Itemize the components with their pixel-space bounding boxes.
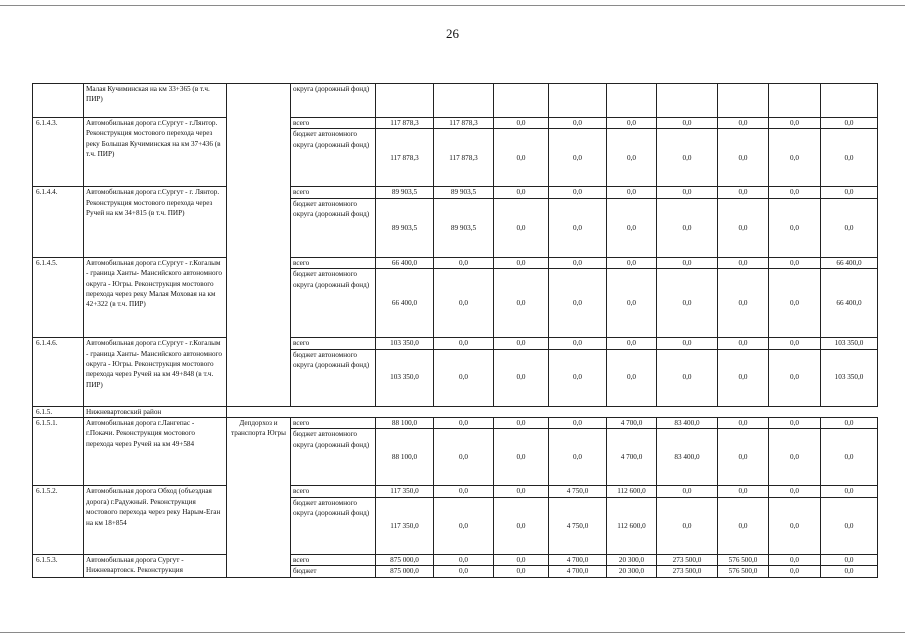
value-cell: 0,0: [549, 418, 607, 429]
value-cell: 117 350,0: [376, 486, 434, 497]
section-row: [33, 406, 878, 417]
table-row: [33, 554, 878, 565]
value-cell: 0,0: [769, 554, 821, 565]
value-cell: 875 000,0: [376, 554, 434, 565]
value-cell: 0,0: [607, 338, 657, 349]
scan-edge-top: [0, 5, 905, 6]
value-cell: 0,0: [657, 198, 718, 257]
value-cell: 0,0: [821, 497, 878, 554]
table-row: [33, 84, 878, 118]
item-code: 6.1.4.3.: [33, 118, 84, 187]
funding-source: округа (дорожный фонд): [291, 84, 376, 118]
value-cell: 0,0: [494, 187, 549, 198]
item-code: 6.1.4.4.: [33, 187, 84, 257]
value-cell: 88 100,0: [376, 418, 434, 429]
value-cell: 0,0: [718, 257, 769, 268]
funding-source: бюджет автономного округа (дорожный фонд): [291, 269, 376, 338]
value-cell: 0,0: [607, 269, 657, 338]
value-cell: 0,0: [769, 187, 821, 198]
value-cell: 0,0: [821, 554, 878, 565]
value-cell: 103 350,0: [821, 349, 878, 406]
value-cell: 117 350,0: [376, 497, 434, 554]
value-cell: [821, 84, 878, 118]
value-cell: 0,0: [769, 349, 821, 406]
value-cell: 0,0: [607, 198, 657, 257]
item-name: Автомобильная дорога г.Сургут - г.Лянтор. Реконструкция мостового перехода через реку Большая Кучиминская на км 37+436 (в т.ч. ПИР): [84, 118, 227, 187]
value-cell: 0,0: [769, 118, 821, 129]
value-cell: 0,0: [434, 418, 494, 429]
value-cell: 0,0: [434, 257, 494, 268]
table-row: [33, 338, 878, 349]
table-row: [33, 187, 878, 198]
value-cell: 0,0: [821, 429, 878, 486]
value-cell: 89 903,5: [376, 198, 434, 257]
page-number: 26: [446, 26, 459, 41]
value-cell: [434, 84, 494, 118]
value-cell: 0,0: [607, 349, 657, 406]
value-cell: 0,0: [494, 257, 549, 268]
item-code: 6.1.4.6.: [33, 338, 84, 406]
funding-source: всего: [291, 554, 376, 565]
value-cell: 0,0: [607, 129, 657, 187]
value-cell: 0,0: [769, 497, 821, 554]
value-cell: 89 903,5: [434, 187, 494, 198]
value-cell: 66 400,0: [821, 269, 878, 338]
value-cell: 0,0: [657, 349, 718, 406]
value-cell: 0,0: [434, 269, 494, 338]
value-cell: 117 878,3: [376, 129, 434, 187]
item-name: Малая Кучиминская на км 33+365 (в т.ч. ПИР): [84, 84, 227, 118]
value-cell: 4 700,0: [607, 418, 657, 429]
value-cell: 0,0: [657, 338, 718, 349]
value-cell: 0,0: [434, 554, 494, 565]
table-row: [33, 118, 878, 129]
value-cell: 0,0: [494, 269, 549, 338]
funding-source: всего: [291, 418, 376, 429]
funding-source: бюджет: [291, 566, 376, 577]
value-cell: 117 878,3: [376, 118, 434, 129]
value-cell: 0,0: [494, 338, 549, 349]
funding-source: всего: [291, 338, 376, 349]
value-cell: 0,0: [718, 129, 769, 187]
item-code: 6.1.5.1.: [33, 418, 84, 486]
table-row: [33, 486, 878, 497]
item-code: [33, 84, 84, 118]
funding-source: бюджет автономного округа (дорожный фонд): [291, 497, 376, 554]
funding-source: всего: [291, 118, 376, 129]
value-cell: 103 350,0: [376, 338, 434, 349]
value-cell: 89 903,5: [434, 198, 494, 257]
value-cell: 0,0: [549, 187, 607, 198]
value-cell: 0,0: [821, 187, 878, 198]
item-code: 6.1.5.2.: [33, 486, 84, 554]
value-cell: 0,0: [434, 349, 494, 406]
value-cell: 0,0: [434, 429, 494, 486]
responsible-org: Депдорхоз и транспорта Югры: [227, 418, 291, 578]
value-cell: 83 400,0: [657, 429, 718, 486]
value-cell: 0,0: [657, 118, 718, 129]
value-cell: 66 400,0: [376, 269, 434, 338]
item-code: 6.1.4.5.: [33, 257, 84, 337]
value-cell: 0,0: [607, 187, 657, 198]
value-cell: 0,0: [718, 338, 769, 349]
value-cell: 112 600,0: [607, 486, 657, 497]
value-cell: 88 100,0: [376, 429, 434, 486]
value-cell: 0,0: [494, 566, 549, 577]
value-cell: 0,0: [657, 257, 718, 268]
funding-source: всего: [291, 486, 376, 497]
item-name: Автомобильная дорога г.Сургут - г. Лянтор. Реконструкция мостового перехода через Ручей на км 34+815 (в т.ч. ПИР): [84, 187, 227, 257]
value-cell: 0,0: [769, 566, 821, 577]
value-cell: 0,0: [549, 429, 607, 486]
section-title: Нижневартовский район: [84, 406, 227, 417]
value-cell: 0,0: [494, 497, 549, 554]
value-cell: 0,0: [718, 418, 769, 429]
value-cell: 4 700,0: [607, 429, 657, 486]
value-cell: 83 400,0: [657, 418, 718, 429]
value-cell: 0,0: [769, 129, 821, 187]
value-cell: 0,0: [607, 118, 657, 129]
item-name: Автомобильная дорога Обход (объездная дорога) г.Радужный. Реконструкция мостового перехода через реку Нарым-Еган на км 18+854: [84, 486, 227, 554]
value-cell: 0,0: [769, 418, 821, 429]
value-cell: 0,0: [718, 198, 769, 257]
value-cell: 0,0: [821, 129, 878, 187]
scan-edge-bottom: [0, 632, 905, 633]
value-cell: 0,0: [769, 338, 821, 349]
value-cell: 0,0: [718, 118, 769, 129]
value-cell: 0,0: [657, 269, 718, 338]
value-cell: 0,0: [494, 418, 549, 429]
value-cell: 0,0: [494, 129, 549, 187]
value-cell: [718, 84, 769, 118]
value-cell: 112 600,0: [607, 497, 657, 554]
funding-source: всего: [291, 257, 376, 268]
funding-source: всего: [291, 187, 376, 198]
value-cell: 117 878,3: [434, 118, 494, 129]
value-cell: 0,0: [549, 349, 607, 406]
value-cell: 89 903,5: [376, 187, 434, 198]
value-cell: 117 878,3: [434, 129, 494, 187]
value-cell: 103 350,0: [821, 338, 878, 349]
value-cell: 0,0: [607, 257, 657, 268]
value-cell: 4 700,0: [549, 566, 607, 577]
value-cell: 0,0: [821, 566, 878, 577]
table-row: [33, 418, 878, 429]
value-cell: 0,0: [657, 129, 718, 187]
value-cell: 0,0: [718, 486, 769, 497]
value-cell: [769, 84, 821, 118]
funding-source: бюджет автономного округа (дорожный фонд): [291, 198, 376, 257]
value-cell: 0,0: [718, 269, 769, 338]
value-cell: 0,0: [549, 198, 607, 257]
value-cell: 0,0: [434, 486, 494, 497]
value-cell: 0,0: [494, 349, 549, 406]
value-cell: 0,0: [769, 257, 821, 268]
value-cell: [607, 84, 657, 118]
value-cell: 0,0: [821, 198, 878, 257]
value-cell: 0,0: [821, 118, 878, 129]
value-cell: 576 500,0: [718, 554, 769, 565]
value-cell: 0,0: [769, 486, 821, 497]
value-cell: 576 500,0: [718, 566, 769, 577]
value-cell: 0,0: [718, 349, 769, 406]
value-cell: 20 300,0: [607, 566, 657, 577]
value-cell: 0,0: [657, 187, 718, 198]
value-cell: 0,0: [434, 566, 494, 577]
value-cell: 0,0: [657, 497, 718, 554]
value-cell: 66 400,0: [376, 257, 434, 268]
value-cell: 0,0: [434, 338, 494, 349]
value-cell: 0,0: [657, 486, 718, 497]
value-cell: 0,0: [494, 118, 549, 129]
value-cell: 0,0: [434, 497, 494, 554]
value-cell: 0,0: [549, 129, 607, 187]
value-cell: 0,0: [821, 418, 878, 429]
value-cell: 0,0: [769, 198, 821, 257]
value-cell: 4 750,0: [549, 497, 607, 554]
value-cell: 875 000,0: [376, 566, 434, 577]
value-cell: [376, 84, 434, 118]
funding-source: бюджет автономного округа (дорожный фонд): [291, 429, 376, 486]
value-cell: 66 400,0: [821, 257, 878, 268]
item-name: Автомобильная дорога Сургут - Нижневартовск. Реконструкция: [84, 554, 227, 577]
value-cell: [494, 84, 549, 118]
value-cell: 0,0: [549, 257, 607, 268]
value-cell: 0,0: [821, 486, 878, 497]
value-cell: 0,0: [494, 554, 549, 565]
funding-source: бюджет автономного округа (дорожный фонд): [291, 349, 376, 406]
responsible-org: [227, 84, 291, 407]
funding-source: бюджет автономного округа (дорожный фонд): [291, 129, 376, 187]
value-cell: 0,0: [494, 486, 549, 497]
table-row: [33, 257, 878, 268]
value-cell: 0,0: [494, 198, 549, 257]
value-cell: 4 750,0: [549, 486, 607, 497]
value-cell: 0,0: [769, 269, 821, 338]
value-cell: 273 500,0: [657, 566, 718, 577]
value-cell: 0,0: [718, 497, 769, 554]
item-name: Автомобильная дорога г.Сургут - г.Когалым - граница Ханты- Мансийского автономного округа - Югры. Реконструкция мостового перехода через Ручей на км 49+848 (в т.ч. ПИР): [84, 338, 227, 406]
value-cell: 0,0: [769, 429, 821, 486]
value-cell: 0,0: [549, 118, 607, 129]
value-cell: 0,0: [494, 429, 549, 486]
value-cell: 0,0: [718, 429, 769, 486]
value-cell: 273 500,0: [657, 554, 718, 565]
value-cell: 4 700,0: [549, 554, 607, 565]
value-cell: 0,0: [549, 269, 607, 338]
item-name: Автомобильная дорога г.Лангепас - г.Покачи. Реконструкция мостового перехода через Ручей на км 49+584: [84, 418, 227, 486]
value-cell: 20 300,0: [607, 554, 657, 565]
section-fill: [227, 406, 878, 417]
budget-table: [32, 83, 878, 578]
value-cell: 0,0: [549, 338, 607, 349]
value-cell: [549, 84, 607, 118]
value-cell: 0,0: [718, 187, 769, 198]
section-code: 6.1.5.: [33, 406, 84, 417]
item-code: 6.1.5.3.: [33, 554, 84, 577]
value-cell: 103 350,0: [376, 349, 434, 406]
item-name: Автомобильная дорога г.Сургут - г.Когалым - граница Ханты- Мансийского автономного округа - Югры. Реконструкция мостового перехода через реку Малая Моховая на км 42+322 (в т.ч. ПИР): [84, 257, 227, 337]
value-cell: [657, 84, 718, 118]
